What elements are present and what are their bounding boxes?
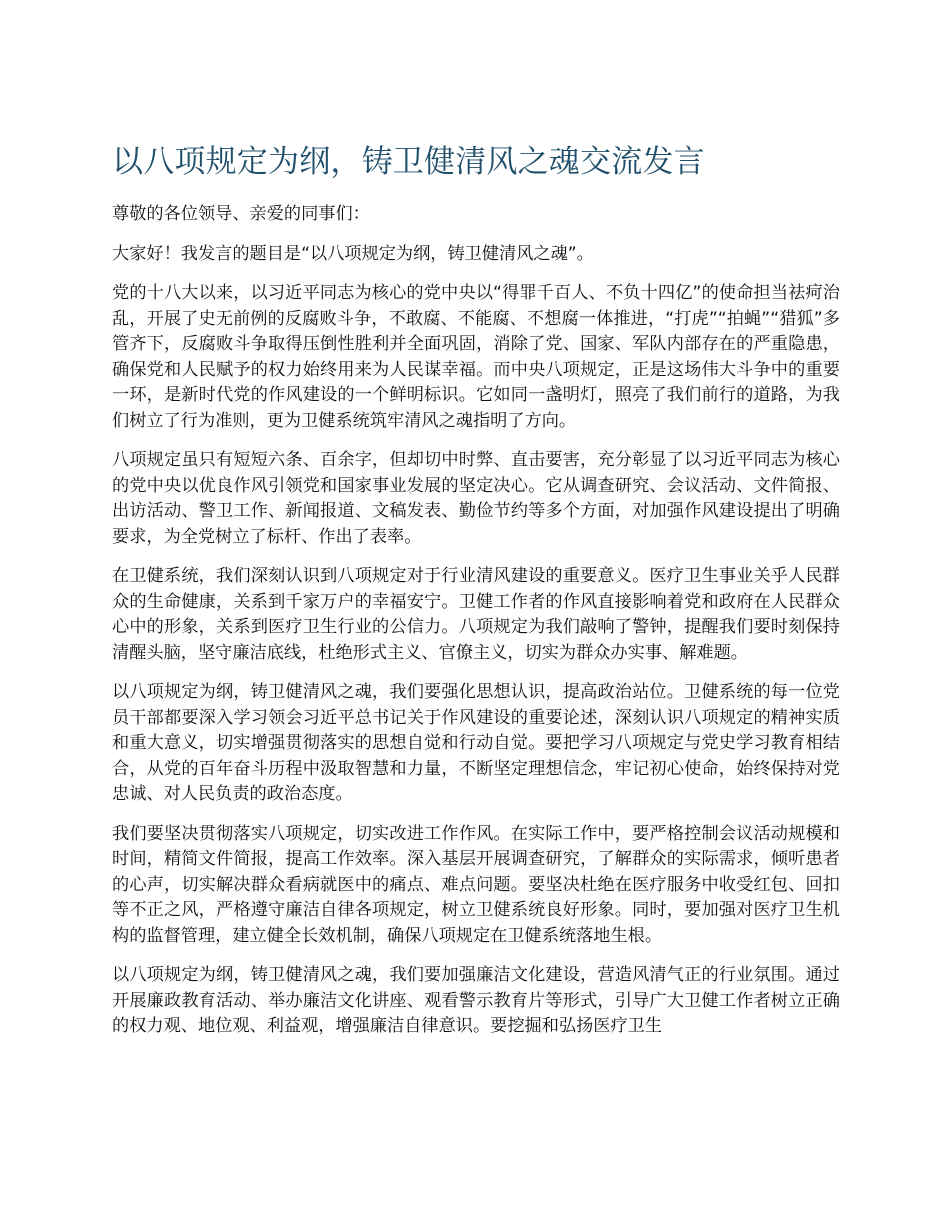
document-page	[112, 140, 840, 1040]
body-paragraph: 以八项规定为纲，铸卫健清风之魂，我们要强化思想认识，提高政治站位。卫健系统的每一位党员干部都要深入学习领会习近平总书记关于作风建设的重要论述，深刻认识八项规定的精神实质和重大意义，切实增强贯彻落实的思想自觉和行动自觉。要把学习八项规定与党史学习教育相结合，从党的百年奋斗历程中汲取智慧和力量，不断坚定理想信念，牢记初心使命，始终保持对党忠诚、对人民负责的政治态度。	[112, 682, 840, 804]
body-paragraph: 党的十八大以来，以习近平同志为核心的党中央以“得罪千百人、不负十四亿”的使命担当祛疴治乱，开展了史无前例的反腐败斗争，不敢腐、不能腐、不想腐一体推进，“打虎”“拍蝇”“猎狐”多管齐下，反腐败斗争取得压倒性胜利并全面巩固，消除了党、国家、军队内部存在的严重隐患，确保党和人民赋予的权力始终用来为人民谋幸福。而中央八项规定，正是这场伟大斗争中的重要一环，是新时代党的作风建设的一个鲜明标识。它如同一盏明灯，照亮了我们前行的道路，为我们树立了行为准则，更为卫健系统筑牢清风之魂指明了方向。	[112, 283, 840, 431]
document-title: 以八项规定为纲，铸卫健清风之魂交流发言	[112, 144, 705, 180]
opening-paragraph: 大家好！我发言的题目是“以八项规定为纲，铸卫健清风之魂”。	[112, 243, 594, 264]
body-paragraph: 在卫健系统，我们深刻认识到八项规定对于行业清风建设的重要意义。医疗卫生事业关乎人民群众的生命健康，关系到千家万户的幸福安宁。卫健工作者的作风直接影响着党和政府在人民群众心中的形象，关系到医疗卫生行业的公信力。八项规定为我们敲响了警钟，提醒我们要时刻保持清醒头脑，坚守廉洁底线，杜绝形式主义、官僚主义，切实为群众办实事、解难题。	[112, 566, 840, 663]
body-paragraph: 我们要坚决贯彻落实八项规定，切实改进工作作风。在实际工作中，要严格控制会议活动规模和时间，精简文件简报，提高工作效率。深入基层开展调查研究，了解群众的实际需求，倾听患者的心声，切实解决群众看病就医中的痛点、难点问题。要坚决杜绝在医疗服务中收受红包、回扣等不正之风，严格遵守廉洁自律各项规定，树立卫健系统良好形象。同时，要加强对医疗卫生机构的监督管理，建立健全长效机制，确保八项规定在卫健系统落地生根。	[112, 823, 840, 946]
body-paragraph-partial: 以八项规定为纲，铸卫健清风之魂，我们要加强廉洁文化建设，营造风清气正的行业氛围。通过开展廉政教育活动、举办廉洁文化讲座、观看警示教育片等形式，引导广大卫健工作者树立正确的权力观、地位观、利益观，增强廉洁自律意识。要挖掘和弘扬医疗卫生	[112, 965, 840, 1036]
salutation-paragraph: 尊敬的各位领导、亲爱的同事们：	[112, 204, 370, 224]
body-paragraph: 八项规定虽只有短短六条、百余字，但却切中时弊、直击要害，充分彰显了以习近平同志为核心的党中央以优良作风引领党和国家事业发展的坚定决心。它从调查研究、会议活动、文件简报、出访活动、警卫工作、新闻报道、文稿发表、勤俭节约等多个方面，对加强作风建设提出了明确要求，为全党树立了标杆、作出了表率。	[112, 450, 840, 547]
